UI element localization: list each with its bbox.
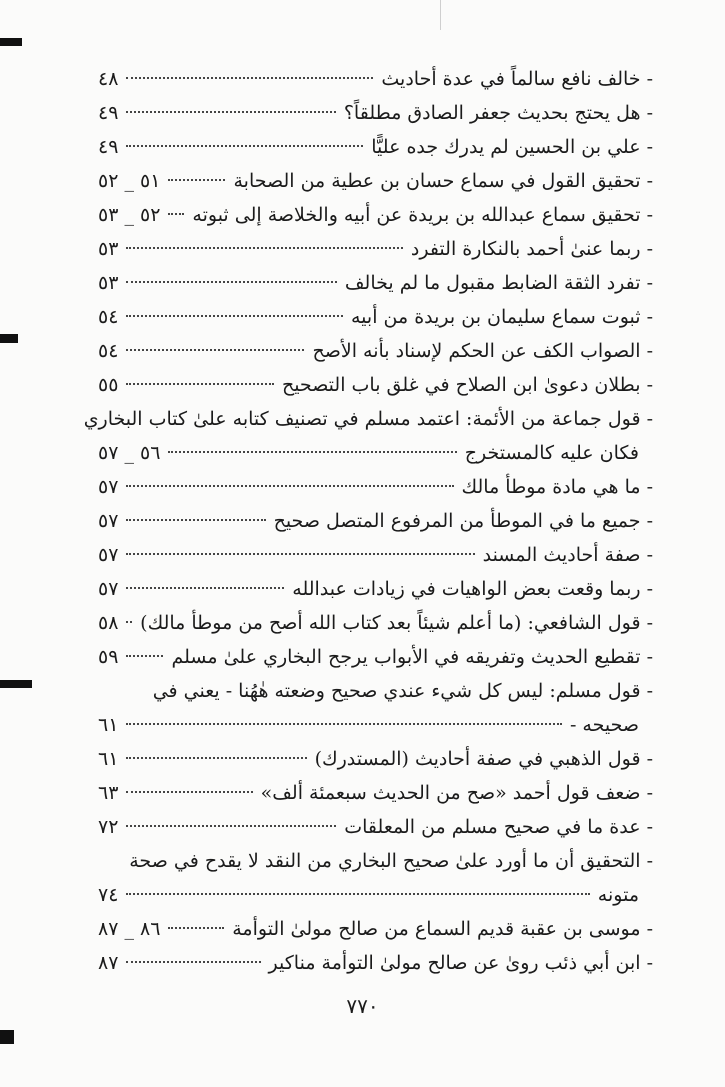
toc-entry <box>98 844 653 878</box>
page-number: ٧٧٠ <box>346 994 379 1018</box>
toc-entry <box>98 946 653 980</box>
dot-leader <box>168 179 225 181</box>
binding-mark <box>0 1030 14 1044</box>
toc-entry-title: - جميع ما في الموطأ من المرفوع المتصل صحيح <box>273 510 653 532</box>
dot-leader <box>126 315 343 317</box>
dot-leader <box>126 77 373 79</box>
dot-leader <box>126 553 474 555</box>
toc-entry-title: متونه <box>597 884 639 906</box>
dot-leader <box>126 791 252 793</box>
toc-entry-title: - علي بن الحسين لم يدرك جده عليًّا <box>371 136 653 158</box>
toc-entry-page: ٥٧ <box>98 510 119 532</box>
toc-entry-page: ٧٢ <box>98 816 119 838</box>
binding-mark <box>0 680 32 688</box>
toc-entry-page: ٥٣ <box>98 272 119 294</box>
toc-entry-page: ٥٧ <box>98 544 119 566</box>
dot-leader <box>126 145 363 147</box>
toc-entry-page: ٥٤ <box>98 306 119 328</box>
dot-leader <box>126 723 562 725</box>
toc-entry <box>98 232 653 266</box>
page-fold-line <box>440 0 441 30</box>
dot-leader <box>168 213 184 215</box>
dot-leader <box>168 451 456 453</box>
toc-entry-title: - تفرد الثقة الضابط مقبول ما لم يخالف <box>344 272 653 294</box>
toc-entry <box>98 810 653 844</box>
toc-entry-title: - قول مسلم: ليس كل شيء عندي صحيح وضعته هٰهُنا - يعني في <box>152 680 653 702</box>
toc-entry-page: ٥٧ <box>98 578 119 600</box>
toc-entry <box>98 606 653 640</box>
toc-entry-title: فكان عليه كالمستخرج <box>464 442 639 464</box>
toc-entry <box>98 436 653 470</box>
toc-entry-title: - تقطيع الحديث وتفريقه في الأبواب يرجح البخاري علىٰ مسلم <box>171 646 653 668</box>
toc-entry-page: ٥٩ <box>98 646 119 668</box>
toc-entry-title: - قول جماعة من الأئمة: اعتمد مسلم في تصنيف كتابه علىٰ كتاب البخاري <box>83 408 653 430</box>
toc-entry-title: - قول الذهبي في صفة أحاديث (المستدرك) <box>314 748 653 770</box>
toc-entry-page: ٥٣ <box>98 238 119 260</box>
dot-leader <box>126 655 163 657</box>
toc-entry-page: ٤٩ <box>98 136 119 158</box>
dot-leader <box>126 587 284 589</box>
toc-entry-page: ٥٧ <box>98 476 119 498</box>
toc-entry-page: ٦١ <box>98 714 119 736</box>
dot-leader <box>126 111 335 113</box>
toc-entry-title: - التحقيق أن ما أورد علىٰ صحيح البخاري من النقد لا يقدح في صحة <box>129 850 653 872</box>
toc-entry <box>98 776 653 810</box>
toc-entry <box>98 198 653 232</box>
toc-entry <box>98 368 653 402</box>
dot-leader <box>126 383 274 385</box>
toc-entry <box>98 912 653 946</box>
toc-entry-title: - ربما عنىٰ أحمد بالنكارة التفرد <box>410 238 653 260</box>
dot-leader <box>126 349 304 351</box>
toc-entry <box>98 164 653 198</box>
toc-entry-page: ٧٤ <box>98 884 119 906</box>
toc-entry-title: - ما هي مادة موطأ مالك <box>461 476 653 498</box>
toc-entry <box>98 130 653 164</box>
toc-entry <box>98 470 653 504</box>
dot-leader <box>126 961 260 963</box>
toc-entry-title: - عدة ما في صحيح مسلم من المعلقات <box>344 816 653 838</box>
binding-mark <box>0 334 18 343</box>
toc-entry-page: ٨٦ _ ٨٧ <box>98 918 161 940</box>
dot-leader <box>126 519 265 521</box>
toc-entry-page: ٥٥ <box>98 374 119 396</box>
dot-leader <box>168 927 224 929</box>
dot-leader <box>126 621 132 623</box>
toc-entry-title: - الصواب الكف عن الحكم لإسناد بأنه الأصح <box>312 340 653 362</box>
toc-entry <box>83 402 653 436</box>
dot-leader <box>126 893 589 895</box>
dot-leader <box>126 281 336 283</box>
toc-entry <box>98 334 653 368</box>
toc-entry-page: ٥٦ _ ٥٧ <box>98 442 161 464</box>
toc-entry-page: ٥٢ _ ٥٣ <box>98 204 161 226</box>
toc-entry-page: ٨٧ <box>98 952 119 974</box>
toc-entry-page: ٤٨ <box>98 68 119 90</box>
toc-entry <box>98 640 653 674</box>
toc-entry-title: - موسى بن عقبة قديم السماع من صالح مولىٰ التوأمة <box>232 918 653 940</box>
toc-entry-title: - تحقيق سماع عبدالله بن بريدة عن أبيه والخلاصة إلى ثبوته <box>192 204 653 226</box>
toc-entry-title: - ابن أبي ذئب روىٰ عن صالح مولىٰ التوأمة مناكير <box>268 952 653 974</box>
dot-leader <box>126 247 402 249</box>
dot-leader <box>126 757 306 759</box>
toc-entry-title: - تحقيق القول في سماع حسان بن عطية من الصحابة <box>233 170 653 192</box>
toc-entry <box>98 504 653 538</box>
toc-entry <box>98 878 653 912</box>
toc-entry-page: ٥٤ <box>98 340 119 362</box>
dot-leader <box>126 485 453 487</box>
toc-entry-page: ٥١ _ ٥٢ <box>98 170 161 192</box>
binding-mark <box>0 38 22 46</box>
toc-entry-title: - ضعف قول أحمد «صح من الحديث سبعمئة ألف» <box>260 782 653 804</box>
toc-entry <box>98 572 653 606</box>
toc-entry-title: - خالف نافع سالماً في عدة أحاديث <box>381 68 653 90</box>
toc-entry <box>98 538 653 572</box>
toc-entry-title: صحيحه - <box>569 714 639 736</box>
toc-entry <box>98 96 653 130</box>
toc-entry-title: - ثبوت سماع سليمان بن بريدة من أبيه <box>351 306 653 328</box>
toc-entry-page: ٦١ <box>98 748 119 770</box>
toc-entry-title: - صفة أحاديث المسند <box>482 544 653 566</box>
dot-leader <box>126 825 336 827</box>
toc-entry <box>98 674 653 708</box>
toc-entry-page: ٦٣ <box>98 782 119 804</box>
toc-entry-page: ٤٩ <box>98 102 119 124</box>
toc-entry-title: - قول الشافعي: (ما أعلم شيئاً بعد كتاب الله أصح من موطأ مالك) <box>140 612 653 634</box>
toc-entry <box>98 742 653 776</box>
table-of-contents <box>83 62 653 980</box>
toc-entry <box>98 708 653 742</box>
toc-entry <box>98 300 653 334</box>
toc-entry-title: - هل يحتج بحديث جعفر الصادق مطلقاً؟ <box>343 102 653 124</box>
toc-entry-title: - ربما وقعت بعض الواهيات في زيادات عبدالله <box>292 578 653 600</box>
toc-entry-title: - بطلان دعوىٰ ابن الصلاح في غلق باب التصحيح <box>281 374 653 396</box>
toc-entry <box>98 62 653 96</box>
toc-entry <box>98 266 653 300</box>
toc-entry-page: ٥٨ <box>98 612 119 634</box>
